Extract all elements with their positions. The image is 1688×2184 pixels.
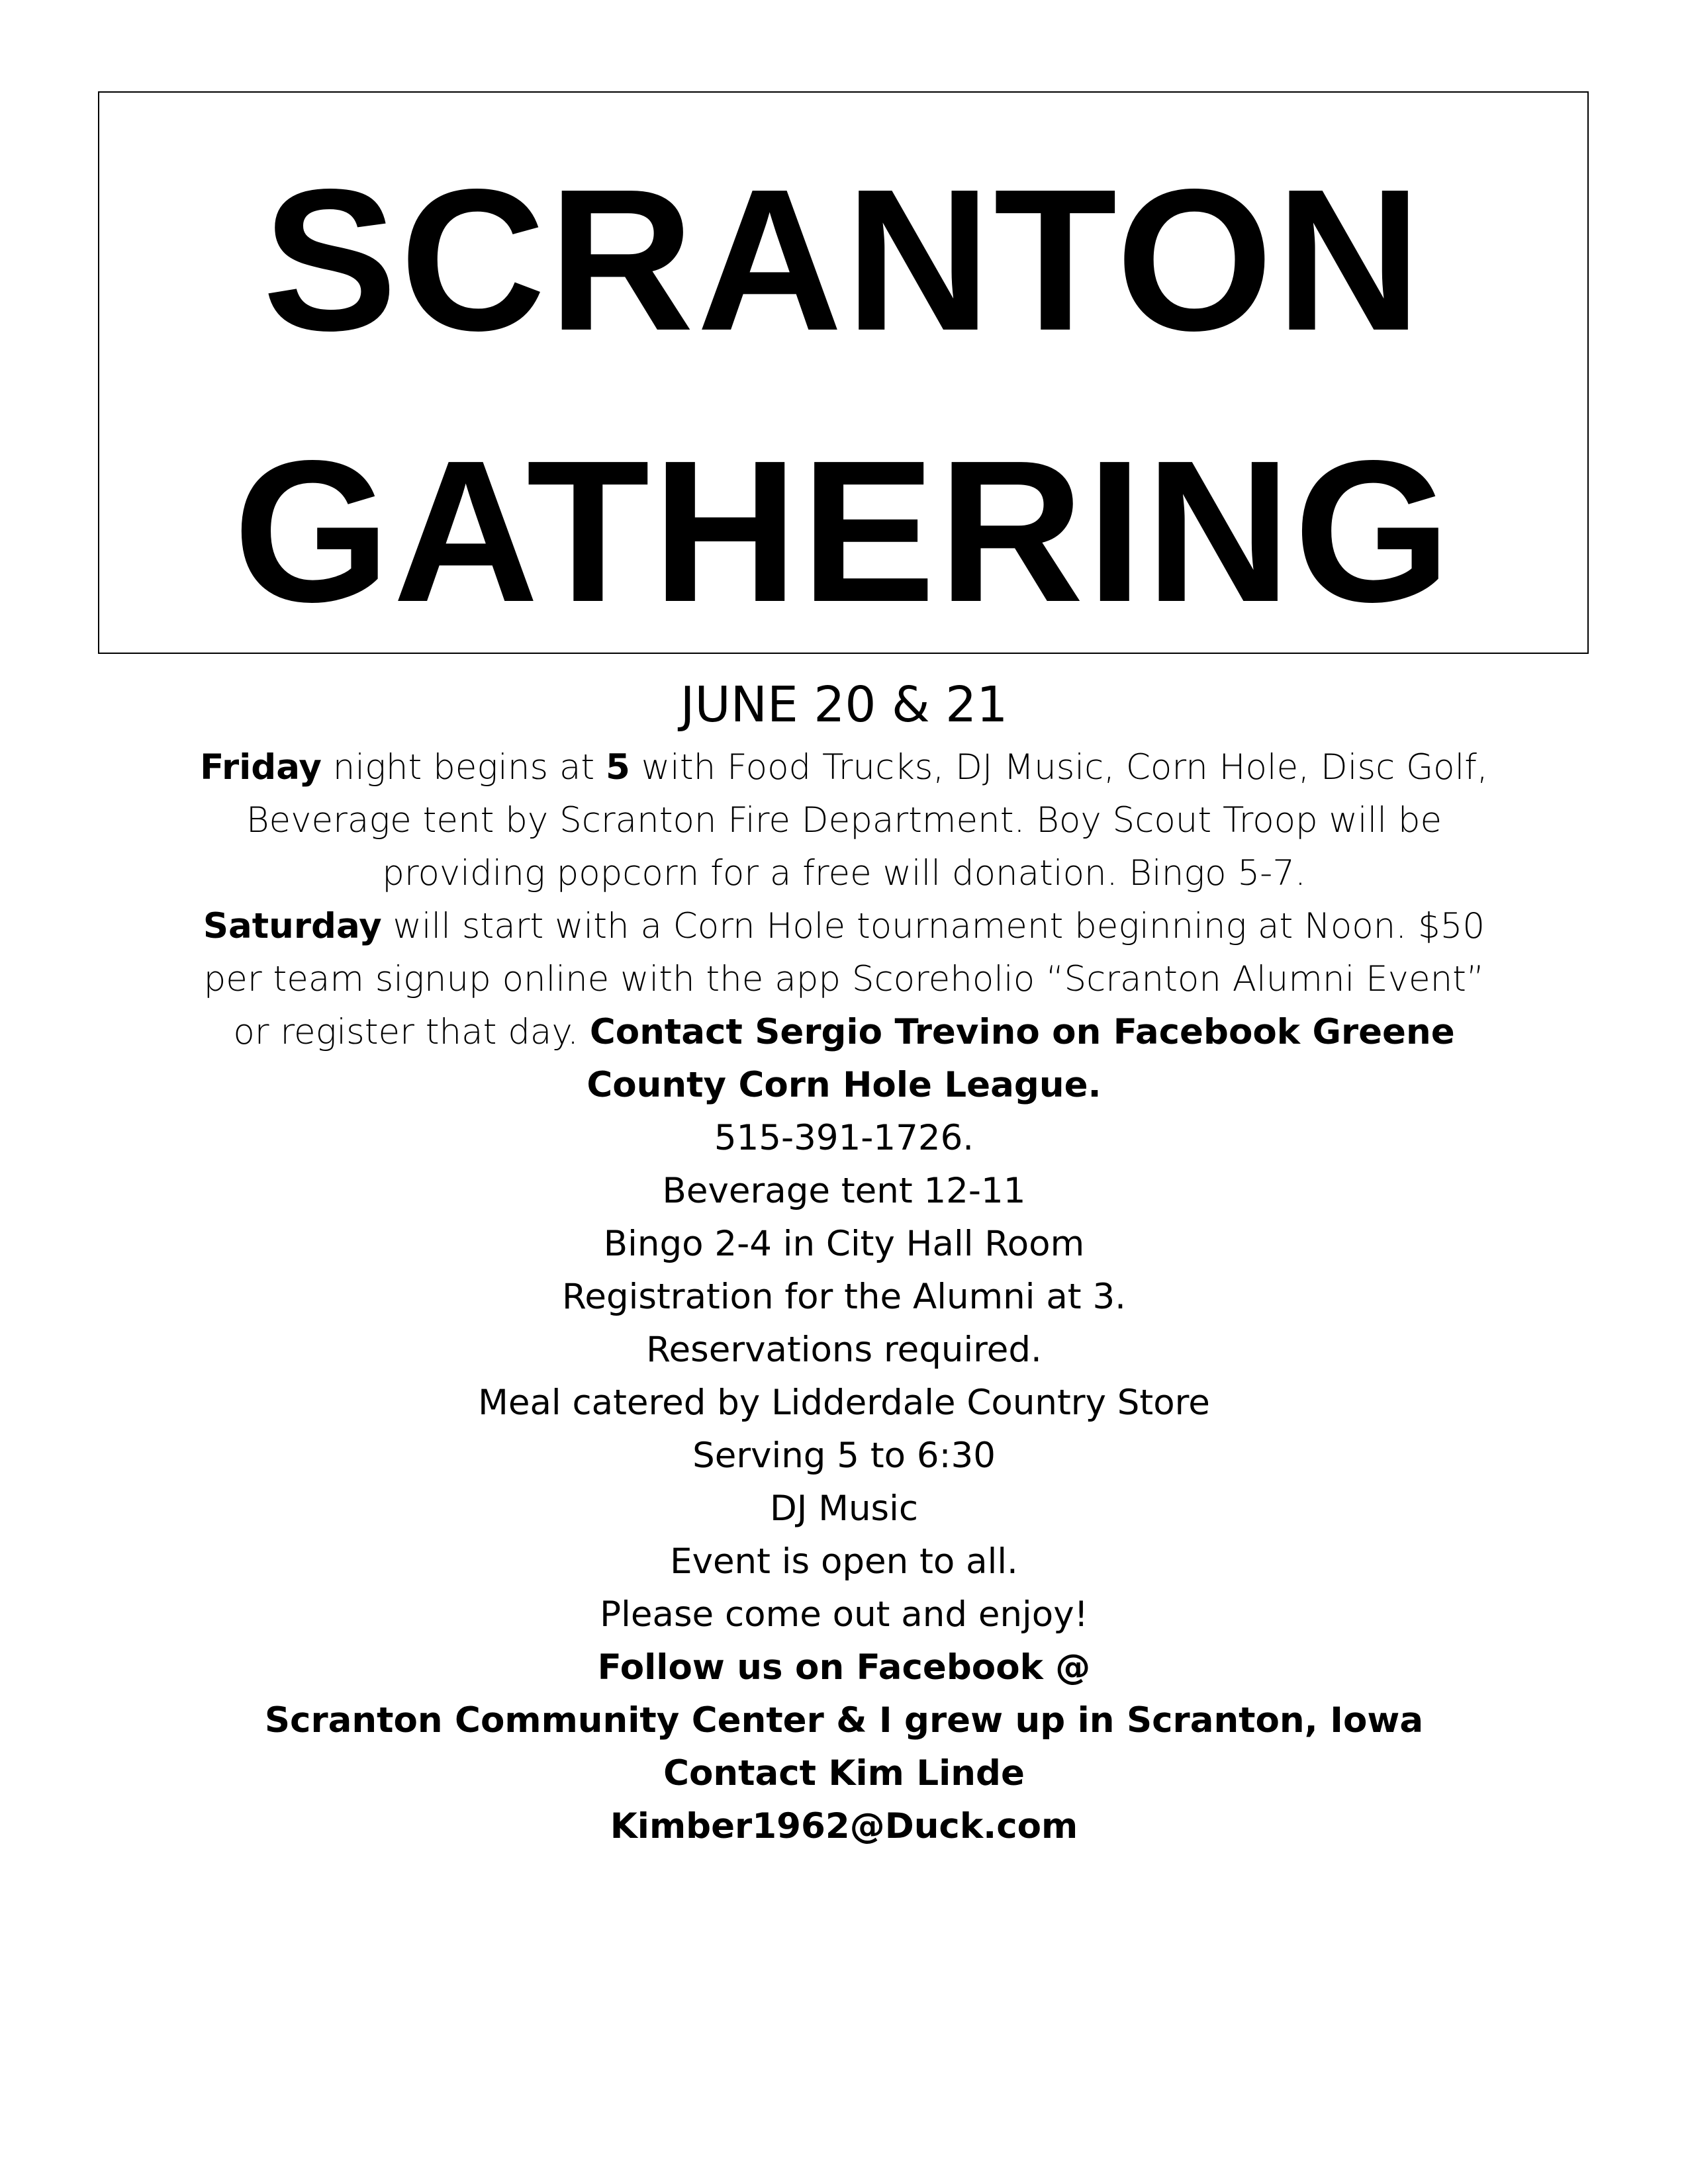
schedule-line: Bingo 2-4 in City Hall Room [603,1224,1085,1264]
saturday-label: Saturday [203,906,382,946]
footer-line: Contact Kim Linde [663,1753,1025,1794]
schedule-line: Please come out and enjoy! [600,1594,1088,1635]
friday-start-time: 5 [606,747,630,788]
event-date: JUNE 20 & 21 [680,676,1008,733]
saturday-paragraph [195,900,1493,1112]
friday-paragraph [195,741,1493,900]
title-line-1: SCRANTON [262,147,1425,373]
title-line-2: GATHERING [233,418,1454,644]
contact-email: Kimber1962@Duck.com [610,1806,1078,1846]
schedule-line: Meal catered by Lidderdale Country Store [478,1383,1210,1423]
schedule-line: DJ Music [769,1488,919,1529]
saturday-text: will start with a Corn Hole tournament beginning at Noon. $50 per team signup online with the app Scoreholio “Scranton Alumni Event” or register that day. [203,906,1485,1052]
schedule-line: Serving 5 to 6:30 [692,1435,996,1476]
schedule-line: Event is open to all. [670,1541,1018,1582]
schedule-line: Beverage tent 12-11 [662,1171,1026,1211]
schedule-line: Registration for the Alumni at 3. [561,1277,1127,1317]
footer-line: Follow us on Facebook @ [597,1647,1091,1688]
saturday-contact: Contact Sergio Trevino on Facebook Greene County Corn Hole League. [586,1012,1455,1105]
schedule-line: Reservations required. [646,1330,1042,1370]
friday-label: Friday [200,747,322,788]
footer-line: Scranton Community Center & I grew up in Scranton, Iowa [264,1700,1424,1741]
title-box [98,91,1589,654]
friday-text-a: night begins at [321,747,606,788]
friday-text-b: with Food Trucks, DJ Music, Corn Hole, Disc Golf, Beverage tent by Scranton Fire Department. Boy Scout Troop will be providing popcorn for a free will donation. Bingo 5-7. [246,747,1488,893]
schedule-line: 515-391-1726. [714,1118,974,1158]
flyer-body [0,668,1688,1853]
